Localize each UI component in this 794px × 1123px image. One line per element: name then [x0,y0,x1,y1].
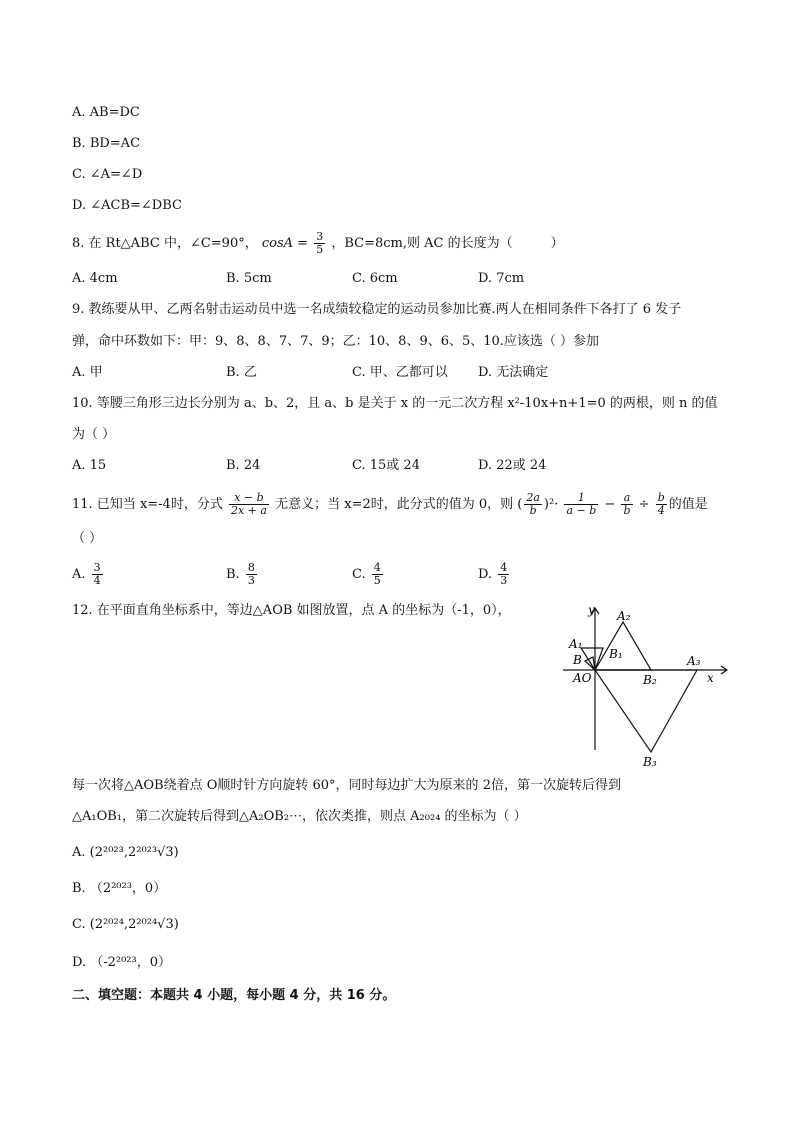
q11-a-den: 4 [93,574,101,587]
q10-line-1: 10. 等腰三角形三边长分别为 a、b、2，且 a、b 是关于 x 的一元二次方程 x²-10x+n+1=0 的两根，则 n 的值 [72,396,718,411]
q12-option-b: B. （2²⁰²³，0） [72,881,167,896]
q11-d-label: D. [478,567,493,582]
q9-option-a: A. 甲 [72,365,103,380]
q9-line-2: 弹，命中环数如下：甲：9、8、8、7、7、9；乙：10、8、9、6、5、10.应该选（ ）参加 [72,334,600,349]
q11-f4-den: b [623,504,631,517]
q11-f4-num: a [621,492,632,505]
q11-f2-den: b [529,504,537,517]
q11-minus: − [604,497,616,512]
q12-option-c: C. (2²⁰²⁴,2²⁰²⁴√3) [72,917,179,932]
q11-f1-num: x − b [229,492,269,505]
label-b1: B₁ [609,647,623,661]
q8-option-c: C. 6cm [352,271,398,286]
q9-line-1: 9. 教练要从甲、乙两名射击运动员中选一名成绩较稳定的运动员参加比赛.两人在相同条件下各打了 6 发子 [72,302,682,317]
q11-a-label: A. [72,567,86,582]
q11-f3-num: 1 [564,492,598,505]
q11-option-d [478,562,511,587]
q8-cos: cosA = [261,236,309,251]
q8-stem [72,231,564,256]
q12-option-a: A. (2²⁰²³,2²⁰²³√3) [72,845,179,860]
q11-b-label: B. [226,567,240,582]
q8-option-a: A. 4cm [72,271,118,286]
q11-a-num: 3 [93,561,101,574]
q11-f1-den: 2x + a [230,504,267,517]
q10-option-c: C. 15或 24 [352,458,420,473]
q11-c-label: C. [352,567,366,582]
q11-c-den: 5 [373,574,381,587]
q7-option-b: B. BD=AC [72,136,141,151]
q8-option-b: B. 5cm [226,271,272,286]
q8-fraction [314,231,325,256]
q11-pre: 11. 已知当 x=-4时，分式 [72,497,223,512]
q11-expr-close: )²· [543,497,559,512]
q11-fraction-4 [621,492,632,517]
label-a3: A₃ [687,654,701,668]
label-ao: AO [573,671,592,685]
q11-post: 的值是 [668,497,708,512]
label-a2: A₂ [617,609,631,623]
q11-d-num: 4 [500,561,508,574]
q11-b-num: 8 [247,561,255,574]
section-2-header: 二、填空题：本题共 4 小题，每小题 4 分，共 16 分。 [72,988,396,1003]
q8-den: 5 [316,243,324,256]
q11-option-c [352,562,385,587]
label-a1: A₁ [569,637,583,651]
label-b: B [573,653,582,667]
q12-line-2: 每一次将△AOB绕着点 O顺时针方向旋转 60°，同时每边扩大为原来的 2倍，第一次旋转后得到 [72,778,621,793]
q8-num: 3 [316,230,324,243]
label-y: y [588,603,595,617]
q9-option-b: B. 乙 [226,365,257,380]
q11-fraction-2 [524,492,542,517]
label-b3: B₃ [643,755,657,769]
q11-fraction-3 [564,492,598,517]
q9-option-c: C. 甲、乙都可以 [352,365,448,380]
q11-mid: 无意义；当 x=2时，此分式的值为 0，则 [275,497,514,512]
q10-line-2: 为（ ） [72,427,116,442]
q11-d-den: 3 [500,574,508,587]
q11-stem [72,492,708,517]
q10-option-d: D. 22或 24 [478,458,547,473]
q11-f5-num: b [657,491,665,504]
q8-close: ） [550,236,564,251]
q12-line-3: △A₁OB₁，第二次旋转后得到△A₂OB₂⋯，依次类推，则点 A₂₀₂₄ 的坐标为（ ） [72,809,527,824]
q11-f2-num: 2a [526,491,540,504]
triangle-a2ob2 [595,622,651,670]
q8-pre: 8. 在 Rt△ABC 中，∠C=90°， [72,236,258,251]
q12-line-1: 12. 在平面直角坐标系中，等边△AOB 如图放置，点 A 的坐标为（-1，0）， [72,603,511,618]
q7-option-d: D. ∠ACB=∠DBC [72,198,182,213]
q12-figure [555,600,735,770]
q11-expr-open: ( [517,497,523,512]
q12-option-d: D. （-2²⁰²³，0） [72,955,172,970]
q11-fraction-1 [229,492,269,517]
label-b2: B₂ [643,673,657,687]
q8-option-d: D. 7cm [478,271,525,286]
q11-option-a [72,562,105,587]
label-x: x [707,671,714,685]
q11-line-2: （ ） [72,531,103,546]
q11-c-num: 4 [373,561,381,574]
q7-option-a: A. AB=DC [72,105,140,120]
q11-div: ÷ [638,497,650,512]
q7-option-c: C. ∠A=∠D [72,167,143,182]
q10-option-b: B. 24 [226,458,261,473]
triangle-aob [585,657,595,670]
q10-option-a: A. 15 [72,458,107,473]
q11-f3-den: a − b [566,504,597,517]
q9-option-d: D. 无法确定 [478,365,549,380]
q11-option-b [226,562,259,587]
q11-b-den: 3 [247,574,255,587]
q11-fraction-5 [656,492,667,517]
q8-post: ，BC=8cm,则 AC 的长度为（ [331,236,513,251]
q11-f5-den: 4 [657,504,665,517]
